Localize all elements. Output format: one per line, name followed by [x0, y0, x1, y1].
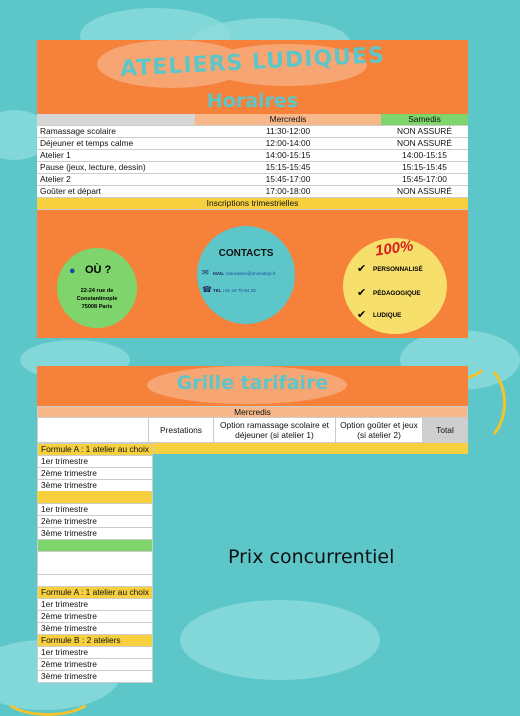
- row-label: Ramassage scolaire: [37, 126, 195, 138]
- row-weekend-value: 15:15-15:45: [381, 162, 468, 174]
- row-weekend-value: NON ASSURÉ: [381, 138, 468, 150]
- table-row: [38, 516, 153, 528]
- grille-rows-table: [37, 443, 153, 683]
- trimester-label: 3ème trimestre: [38, 528, 153, 540]
- table-row: [37, 150, 468, 162]
- location-circle: [57, 248, 137, 328]
- table-row: [37, 186, 468, 198]
- header-weekend: Samedis: [381, 114, 468, 126]
- grille-title: Grille tarifaire: [176, 372, 329, 394]
- phone-icon: ☎: [202, 285, 212, 294]
- separator-green-row: [38, 540, 153, 552]
- formula-a-label: Formule A : 1 atelier au choix: [38, 587, 153, 599]
- trimester-label: 1er trimestre: [38, 599, 153, 611]
- grille-period: Mercredis: [38, 407, 468, 418]
- row-label: Déjeuner et temps calme: [37, 138, 195, 150]
- badge-item: PERSONNALISÉ: [373, 266, 423, 273]
- trimester-label: 3ème trimestre: [38, 623, 153, 635]
- phone-value: 01 44 70 94 33: [225, 288, 256, 293]
- table-row: [38, 611, 153, 623]
- mail-icon: ✉: [202, 268, 209, 277]
- mail-label: MAIL :: [213, 271, 227, 276]
- separator-blank-row: [38, 575, 153, 587]
- table-row: [38, 456, 153, 468]
- trimester-label: 1er trimestre: [38, 456, 153, 468]
- horaires-panel: [37, 40, 468, 338]
- grille-header-total: Total: [423, 418, 468, 443]
- row-weekend-value: 14:00-15:15: [381, 150, 468, 162]
- page-title: ATELIERS LUDIQUES: [119, 43, 386, 82]
- header-weekday: Mercredis: [195, 114, 381, 126]
- row-label: Atelier 2: [37, 174, 195, 186]
- check-circle-icon: ✔: [357, 309, 367, 321]
- competitive-price-text: Prix concurrentiel: [228, 546, 395, 568]
- inscriptions-footer: Inscriptions trimestrielles: [37, 198, 468, 210]
- trimester-label: 2ème trimestre: [38, 468, 153, 480]
- row-label: Pause (jeux, lecture, dessin): [37, 162, 195, 174]
- mail-value[interactable]: education@animotiop.fr: [227, 271, 276, 276]
- table-row: [38, 647, 153, 659]
- trimester-label: 2ème trimestre: [38, 611, 153, 623]
- trimester-label: 2ème trimestre: [38, 659, 153, 671]
- table-row: [38, 504, 153, 516]
- horaires-table: [37, 114, 468, 210]
- table-row: [38, 480, 153, 492]
- quality-badge-circle: [343, 238, 447, 334]
- row-weekday-value: 15:45-17:00: [195, 174, 381, 186]
- grille-header-option-gouter: Option goûter et jeux (si atelier 2): [336, 418, 423, 443]
- header-blank: [37, 114, 195, 126]
- hundred-percent-stamp: 100%: [374, 237, 415, 260]
- trimester-label: 3ème trimestre: [38, 480, 153, 492]
- check-circle-icon: ✔: [357, 287, 367, 299]
- location-pin-icon: ●: [69, 265, 76, 277]
- badge-item: LUDIQUE: [373, 312, 402, 319]
- location-title: OÙ ?: [85, 264, 112, 276]
- trimester-label: 1er trimestre: [38, 647, 153, 659]
- formula-b-label: Formule B : 2 ateliers: [38, 635, 153, 647]
- check-circle-icon: ✔: [357, 263, 367, 275]
- grille-header-prestations: Prestations: [149, 418, 214, 443]
- formula-a-label: Formule A : 1 atelier au choix: [38, 444, 153, 456]
- row-weekday-value: 11:30-12:00: [195, 126, 381, 138]
- table-row: [38, 659, 153, 671]
- phone-label: TEL :: [213, 288, 225, 293]
- table-row: [38, 599, 153, 611]
- contacts-title: CONTACTS: [218, 248, 274, 259]
- row-label: Goûter et départ: [37, 186, 195, 198]
- separator-blank-row: [38, 552, 153, 575]
- contacts-circle: [197, 226, 295, 324]
- row-weekday-value: 17:00-18:00: [195, 186, 381, 198]
- row-weekday-value: 12:00-14:00: [195, 138, 381, 150]
- grille-header-table: [37, 406, 468, 443]
- trimester-label: 1er trimestre: [38, 504, 153, 516]
- row-label: Atelier 1: [37, 150, 195, 162]
- row-weekend-value: 15:45-17:00: [381, 174, 468, 186]
- trimester-label: 2ème trimestre: [38, 516, 153, 528]
- location-address-line: 22-24 rue de: [80, 288, 114, 294]
- grille-panel: [37, 366, 468, 681]
- location-address-line: Constantinople: [76, 296, 118, 302]
- table-row: [37, 126, 468, 138]
- table-row: [37, 162, 468, 174]
- badge-item: PÉDAGOGIQUE: [373, 290, 421, 297]
- table-row: [38, 671, 153, 683]
- trimester-label: 3ème trimestre: [38, 671, 153, 683]
- table-row: [37, 138, 468, 150]
- row-weekend-value: NON ASSURÉ: [381, 186, 468, 198]
- table-row: [38, 468, 153, 480]
- table-row: [37, 174, 468, 186]
- table-row: [38, 623, 153, 635]
- horaires-title: Horaires: [206, 90, 299, 112]
- grille-header-option-ramassage: Option ramassage scolaire et déjeuner (si atelier 1): [214, 418, 336, 443]
- table-row: [38, 528, 153, 540]
- row-weekday-value: 14:00-15:15: [195, 150, 381, 162]
- grille-header-blank: [38, 418, 149, 443]
- location-address-line: 75008 Paris: [81, 304, 113, 310]
- row-weekday-value: 15:15-15:45: [195, 162, 381, 174]
- row-weekend-value: NON ASSURÉ: [381, 126, 468, 138]
- formula-b-band: [37, 491, 149, 502]
